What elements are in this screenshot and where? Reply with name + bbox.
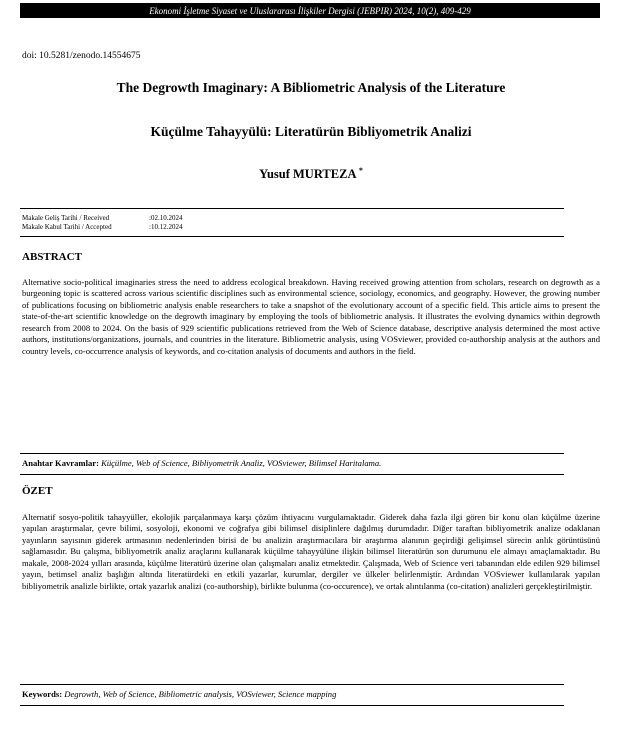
doi[interactable]: doi: 10.5281/zenodo.14554675 (22, 51, 141, 61)
received-label: Makale Geliş Tarihi / Received (22, 214, 110, 222)
title-english: The Degrowth Imaginary: A Bibliometric Analysis of the Literature (116, 80, 506, 95)
abstract-heading: ABSTRACT (22, 251, 82, 263)
journal-header-text: Ekonomi İşletme Siyaset ve Uluslararası İlişkiler Dergisi (JEBPIR) 2024, 10(2), 409-429 (149, 5, 471, 16)
author-name: Yusuf MURTEZA (259, 167, 356, 182)
accepted-date-row (22, 223, 182, 232)
keywords (22, 689, 336, 699)
keywords-value: Degrowth, Web of Science, Bibliometric analysis, VOSviewer, Science mapping (64, 689, 337, 699)
anahtar-label: Anahtar Kavramlar: (22, 458, 99, 468)
author-footnote-mark[interactable]: * (358, 166, 363, 175)
author (0, 166, 622, 182)
article-dates (22, 214, 182, 232)
keywords-label: Keywords: (22, 689, 63, 699)
divider (20, 453, 564, 454)
divider (20, 236, 564, 237)
journal-header-bar (20, 3, 600, 18)
abstract-text: Alternative socio-political imaginaries stress the need to address ecological breakdown. Having received growing attention from scholars, research on degrowth as a burgeoning topic is scattered across various scientific disciplines such as environmental science, sociology, economics, and geography. However, the growing number of publications focusing on bibliometric analysis enable researchers to take a snapshot of the evolutionary account of a specific field. This article aims to present the state-of-the-art scientific knowledge on the degrowth imaginary by employing the tools of bibliometric analysis. It illustrates the evolving dynamics within degrowth research from 2008 to 2024. On the basis of 929 scientific publications retrieved from the Web of Science database, descriptive analysis determined the most active authors, institutions/organizations, journals, and countries in the literature. Bibliometric analysis, using VOSviewer, provided co-authorship analysis at the authors and country levels, co-occurrence analysis of keywords, and co-citation analysis of documents and authors in the field. (22, 277, 600, 356)
ozet-text: Alternatif sosyo-politik tahayyüller, ekolojik parçalanmaya karşı çözüm ihtiyacını vurgulamaktadır. Giderek daha fazla ilgi gören bir konu olan küçülme üzerine yapılan araştırmalar, çevre bilimi, sosyoloji, ekonomi ve coğrafya gibi bilimsel disiplinlere dağılmış durumdadır. Diğer taraftan bibliyometrik analize odaklanan yayınların sayısının giderek artmasının nedenlerinden birisi de bu analizin araştırmacılara bir araştırma alanının geçirdiği gelişimsel sürecin anlık görüntüsünü sağlamasıdır. Bu çalışma, bibliyometrik analiz araçlarını kullanarak küçülme tahayyülüne ilişkin bilimsel literatürün son durumunu ele almayı amaçlamaktadır. Bu makale, 2008-2024 yılları arasında, küçülme literatürü üzerine olan çalışmaları analiz etmektedir. Çalışmada, Web of Science veri tabanından elde edilen 929 bilimsel yayın, betimsel analiz başlığın altında literatürdeki en etkili yazarlar, kurumlar, dergiler ve ülkeler belirlenmiştir. Ardından VOSviewer kullanılarak yapılan bibliyometrik analizle birlikte, ortak yazarlık analizi (co-authorship), birlikte bulunma (co-occurence), ve ortak alıntılanma (co-citation) analizleri gerçekleştirilmiştir. (22, 512, 600, 591)
divider (20, 684, 564, 685)
divider (20, 705, 564, 706)
received-value: :02.10.2024 (149, 214, 183, 222)
received-date-row (22, 214, 182, 223)
divider (20, 474, 564, 475)
anahtar-value: Küçülme, Web of Science, Bibliyometrik Analiz, VOSviewer, Bilimsel Haritalama. (101, 458, 382, 468)
accepted-value: :10.12.2024 (149, 223, 183, 231)
anahtar-kavramlar (22, 458, 381, 468)
ozet-heading: ÖZET (22, 485, 53, 497)
title-turkish: Küçülme Tahayyülü: Literatürün Bibliyometrik Analizi (150, 124, 472, 139)
accepted-label: Makale Kabul Tarihi / Accepted (22, 223, 112, 231)
divider (20, 208, 564, 209)
